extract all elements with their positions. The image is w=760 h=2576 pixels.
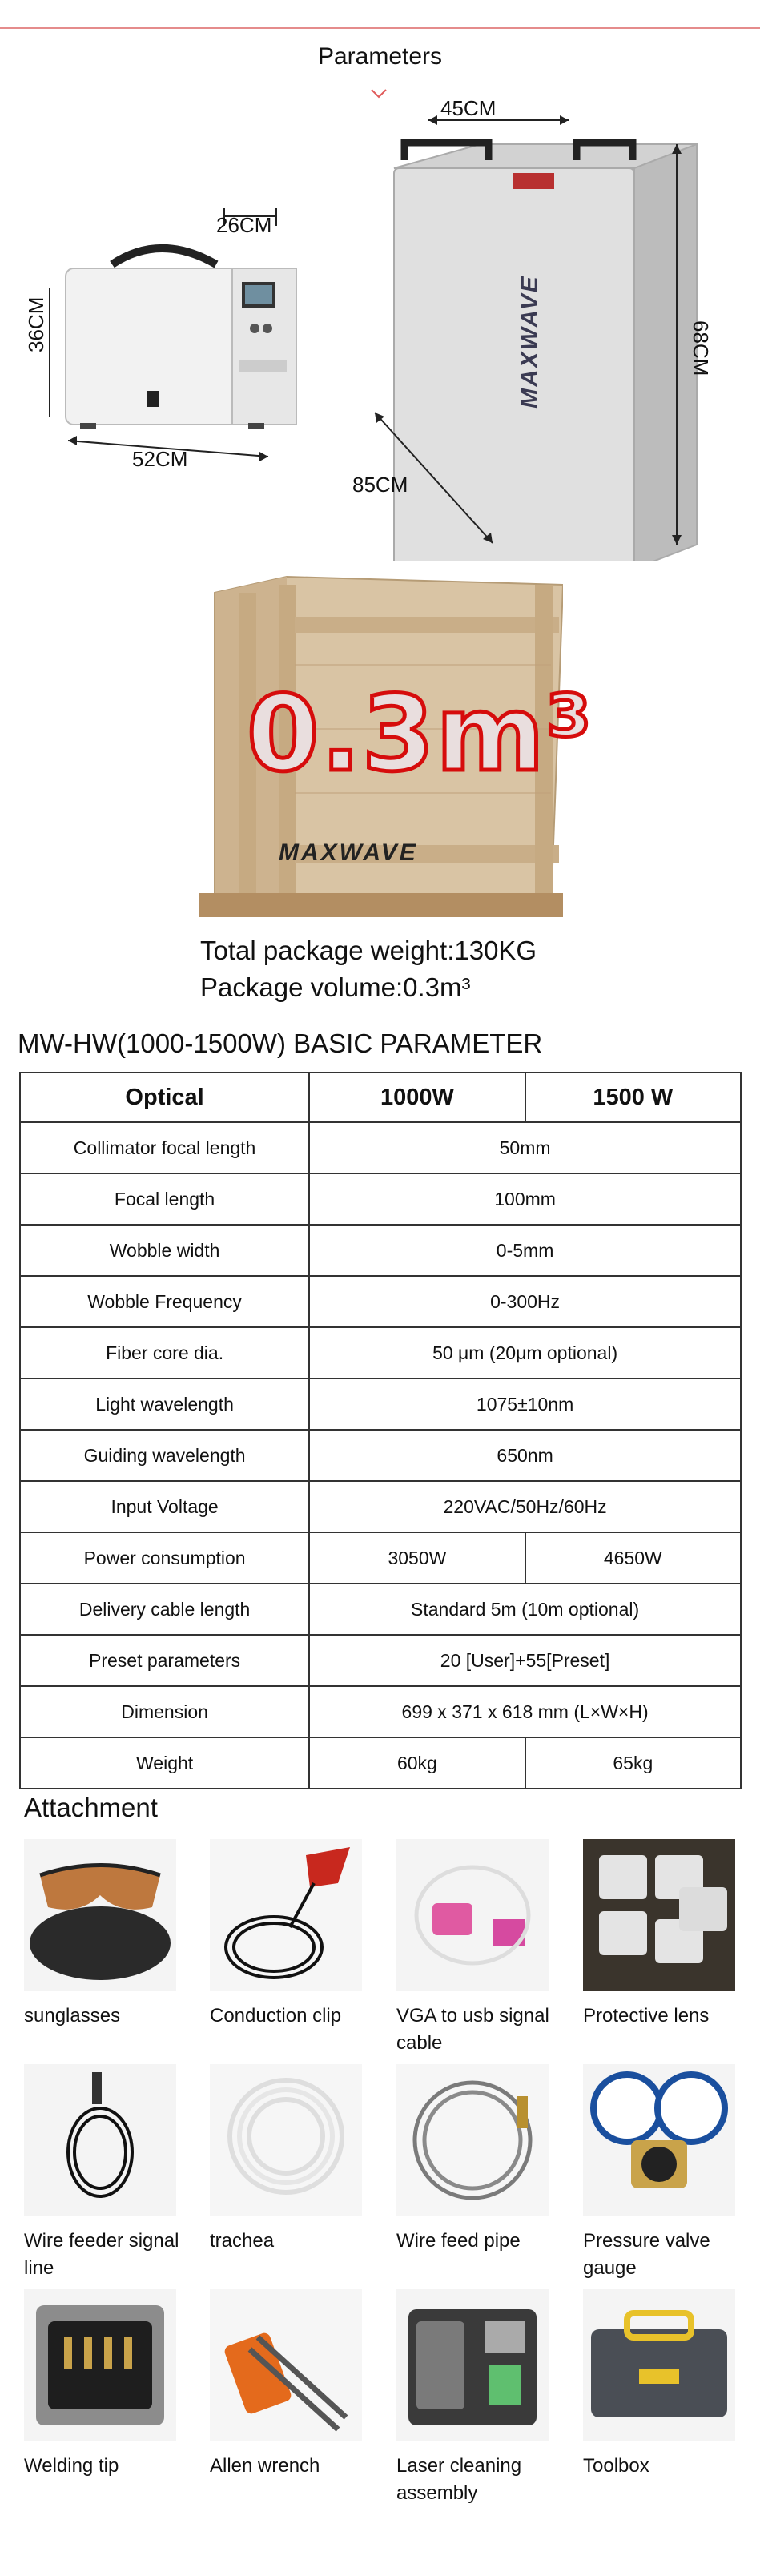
attachment-label: Welding tip bbox=[24, 2455, 119, 2477]
row-value: 1075±10nm bbox=[309, 1379, 741, 1430]
attachment-label: Wire feeder signal line bbox=[24, 2230, 179, 2279]
table-row bbox=[20, 1686, 741, 1737]
attachment-label: Conduction clip bbox=[210, 2005, 342, 2027]
small-length-label: 52CM bbox=[132, 447, 188, 471]
protective-lens-image bbox=[583, 1839, 735, 1991]
row-value: 0-300Hz bbox=[309, 1276, 741, 1327]
row-value: 220VAC/50Hz/60Hz bbox=[309, 1481, 741, 1532]
table-row bbox=[20, 1276, 741, 1327]
row-value-1000w: 60kg bbox=[309, 1737, 525, 1789]
row-value: 50mm bbox=[309, 1122, 741, 1173]
row-value: 100mm bbox=[309, 1173, 741, 1225]
large-length-label: 85CM bbox=[352, 473, 408, 497]
table-row bbox=[20, 1122, 741, 1173]
section-title: Parameters bbox=[317, 43, 443, 70]
row-value: 50 μm (20μm optional) bbox=[309, 1327, 741, 1379]
wire-feeder-line-image bbox=[24, 2064, 176, 2216]
row-label: Wobble Frequency bbox=[20, 1276, 309, 1327]
row-value: 650nm bbox=[309, 1430, 741, 1481]
attachment-item bbox=[396, 1839, 573, 2057]
spec-title: MW-HW(1000-1500W) BASIC PARAMETER bbox=[18, 1028, 543, 1058]
attachment-item bbox=[24, 2289, 200, 2480]
row-label: Dimension bbox=[20, 1686, 309, 1737]
cabinet-machine-image bbox=[394, 143, 697, 561]
portable-machine-image bbox=[66, 248, 296, 429]
attachment-item bbox=[396, 2289, 573, 2507]
attachment-item bbox=[210, 2064, 386, 2255]
table-row bbox=[20, 1327, 741, 1379]
crate-image bbox=[199, 569, 593, 921]
table-header-row bbox=[20, 1073, 741, 1122]
attachment-item bbox=[583, 1839, 759, 2030]
row-label: Power consumption bbox=[20, 1532, 309, 1584]
attachment-label: trachea bbox=[210, 2230, 275, 2252]
table-row bbox=[20, 1584, 741, 1635]
row-label: Weight bbox=[20, 1737, 309, 1789]
row-value-1500w: 4650W bbox=[525, 1532, 741, 1584]
table-row bbox=[20, 1225, 741, 1276]
attachment-item bbox=[24, 1839, 200, 2030]
row-label: Delivery cable length bbox=[20, 1584, 309, 1635]
header-1500w: 1500 W bbox=[525, 1073, 741, 1122]
small-width-label: 26CM bbox=[216, 213, 272, 237]
attachment-label: sunglasses bbox=[24, 2005, 121, 2027]
attachment-label: Pressure valve gauge bbox=[583, 2230, 710, 2279]
vga-usb-cable-image bbox=[396, 1839, 549, 1991]
large-width-label: 45CM bbox=[440, 96, 497, 120]
header-1000w: 1000W bbox=[309, 1073, 525, 1122]
attachment-title: Attachment bbox=[24, 1793, 158, 1822]
row-label: Light wavelength bbox=[20, 1379, 309, 1430]
allen-wrench-image bbox=[210, 2289, 362, 2441]
table-row bbox=[20, 1173, 741, 1225]
row-value: 0-5mm bbox=[309, 1225, 741, 1276]
attachment-label: Protective lens bbox=[583, 2005, 710, 2027]
crate-brand-logo: MAXWAVE bbox=[279, 839, 418, 866]
attachment-label: Laser cleaning assembly bbox=[396, 2455, 522, 2504]
row-value-1000w: 3050W bbox=[309, 1532, 525, 1584]
package-volume: Package volume:0.3m³ bbox=[200, 972, 471, 1002]
toolbox-image bbox=[583, 2289, 735, 2441]
package-weight: Total package weight:130KG bbox=[200, 936, 537, 965]
large-height-label: 68CM bbox=[689, 320, 713, 376]
attachment-label: Wire feed pipe bbox=[396, 2230, 521, 2252]
row-label: Fiber core dia. bbox=[20, 1327, 309, 1379]
attachment-label: VGA to usb signal cable bbox=[396, 2005, 549, 2054]
table-row bbox=[20, 1532, 741, 1584]
row-label: Wobble width bbox=[20, 1225, 309, 1276]
wire-feed-pipe-image bbox=[396, 2064, 549, 2216]
conduction-clip-image bbox=[210, 1839, 362, 1991]
row-label: Collimator focal length bbox=[20, 1122, 309, 1173]
table-row bbox=[20, 1481, 741, 1532]
table-row bbox=[20, 1737, 741, 1789]
row-value: 20 [User]+55[Preset] bbox=[309, 1635, 741, 1686]
trachea-image bbox=[210, 2064, 362, 2216]
brand-logo: MAXWAVE bbox=[517, 275, 543, 409]
sunglasses-image bbox=[24, 1839, 176, 1991]
attachment-item bbox=[583, 2064, 759, 2282]
attachment-label: Toolbox bbox=[583, 2455, 649, 2477]
row-value: Standard 5m (10m optional) bbox=[309, 1584, 741, 1635]
header-optical: Optical bbox=[20, 1073, 309, 1122]
welding-tip-image bbox=[24, 2289, 176, 2441]
spec-table bbox=[19, 1072, 742, 1789]
pressure-gauge-image bbox=[583, 2064, 735, 2216]
small-height-label: 36CM bbox=[24, 296, 48, 352]
package-volume-overlay: 0.3m³ bbox=[247, 673, 593, 795]
dimension-illustration bbox=[0, 96, 760, 561]
table-row bbox=[20, 1379, 741, 1430]
row-label: Focal length bbox=[20, 1173, 309, 1225]
row-value-1500w: 65kg bbox=[525, 1737, 741, 1789]
attachment-item bbox=[210, 1839, 386, 2030]
attachment-label: Allen wrench bbox=[210, 2455, 320, 2477]
row-label: Guiding wavelength bbox=[20, 1430, 309, 1481]
attachment-item bbox=[583, 2289, 759, 2480]
top-divider bbox=[0, 27, 760, 29]
attachment-item bbox=[210, 2289, 386, 2480]
attachment-item bbox=[24, 2064, 200, 2282]
row-label: Preset parameters bbox=[20, 1635, 309, 1686]
row-label: Input Voltage bbox=[20, 1481, 309, 1532]
laser-cleaning-assembly-image bbox=[396, 2289, 549, 2441]
row-value: 699 x 371 x 618 mm (L×W×H) bbox=[309, 1686, 741, 1737]
attachment-item bbox=[396, 2064, 573, 2255]
table-row bbox=[20, 1430, 741, 1481]
table-row bbox=[20, 1635, 741, 1686]
